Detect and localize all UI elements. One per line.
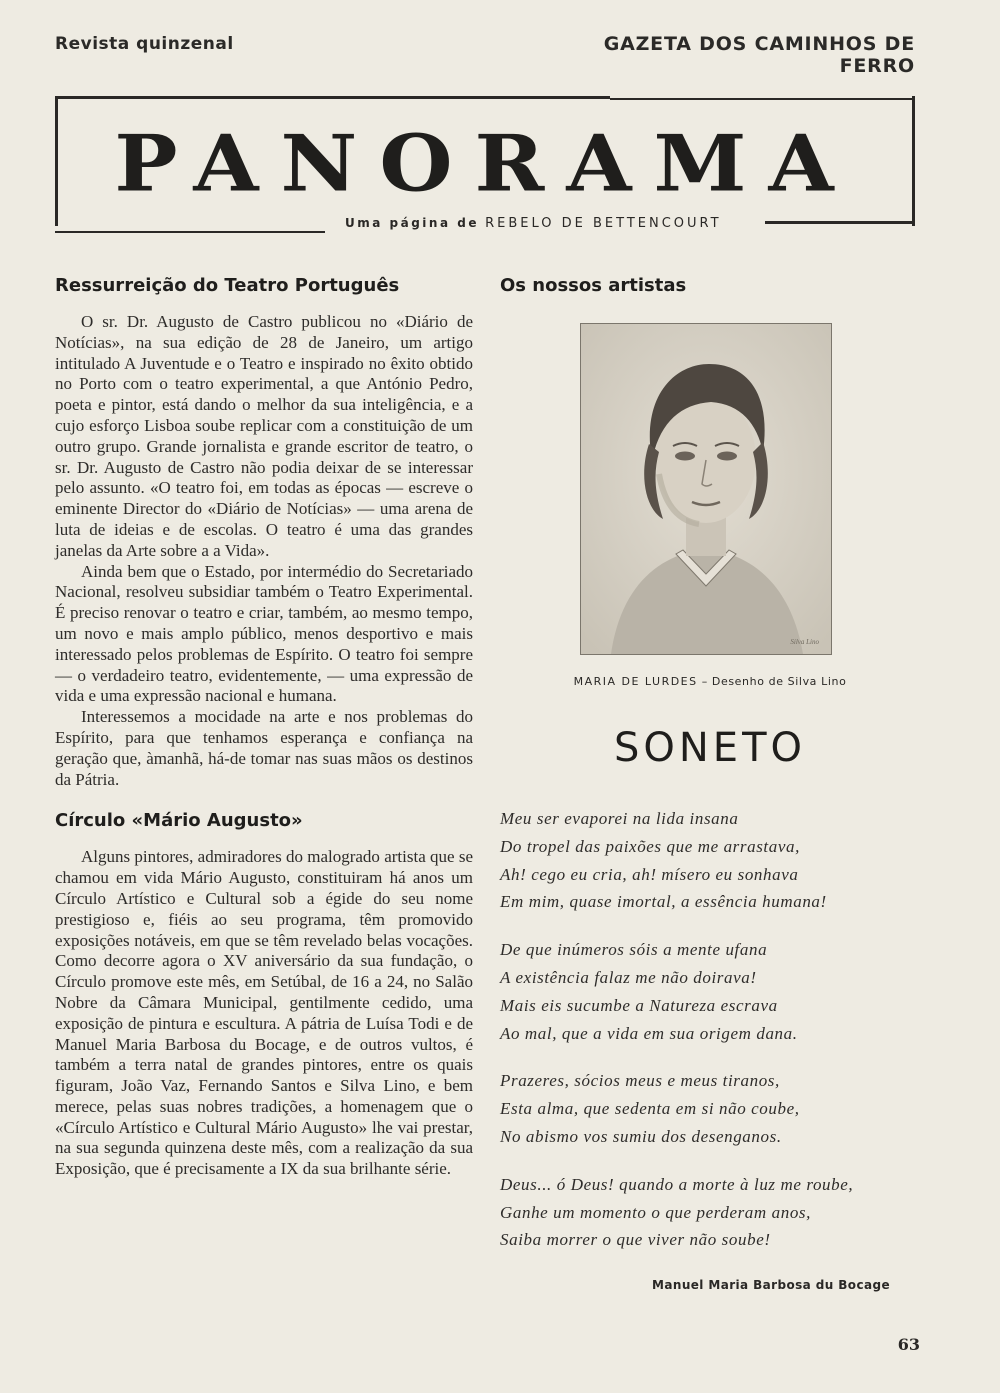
caption-name: MARIA DE LURDES xyxy=(573,675,698,688)
portrait-signature: Silva Lino xyxy=(790,638,819,646)
poem-verse: Ao mal, que a vida em sua origem dana. xyxy=(500,1023,798,1043)
paragraph: O sr. Dr. Augusto de Castro publicou no «Diário de Notícias», na sua edição de 28 de Janeiro, um artigo intitulado A Juventude e o Teatro e inspirado no êxito obtido no Porto com o teatro experimental, a que António Pedro, poeta e pintor, está dando o melhor da sua inteligência, e a cujo esforço Lisboa soube replicar com a constituição de um outro grupo. Grande jornalista e grande escritor de teatro, o sr. Dr. Augusto de Castro não podia deixar de se interessar pelo assunto. «O teatro foi, em todas as épocas — escreve o eminente Director do «Diário de Notícias» — uma arena de luta de ideias e de escolas. O teatro é uma das grandes janelas da Arte sobre a a Vida». xyxy=(55,312,473,560)
poem-verse: Do tropel das paixões que me arrastava, xyxy=(500,836,800,856)
poem-verse: Em mim, quase imortal, a essência humana! xyxy=(500,892,827,912)
page-number: 63 xyxy=(897,1335,920,1354)
poem-verse: Meu ser evaporei na lida insana xyxy=(500,809,739,828)
paragraph: Ainda bem que o Estado, por intermédio do Secretariado Nacional, resolveu subsidiar também o Teatro Experimental. É preciso renovar o teatro e criar, também, ao mesmo tempo, um novo e mais amplo público, menos desportivo e mais interessado pelos problemas de Espírito. O teatro foi sempre — o verdadeiro teatro, evidentemente, — uma expressão de vida e uma expressão nacional e humana. xyxy=(55,561,473,706)
poem-verse: No abismo vos sumiu dos desenganos. xyxy=(500,1126,782,1146)
caption-credit: – Desenho de Silva Lino xyxy=(697,675,847,688)
portrait-caption xyxy=(500,675,920,688)
banner-byline xyxy=(345,216,722,231)
section-body-circulo xyxy=(55,847,473,1180)
paragraph: Alguns pintores, admiradores do malogrado artista que se chamou em vida Mário Augusto, constituiram há anos um Círculo Artístico e Cultural sob a égide do seu nome prestigioso e, fiéis ao seu programa, têm promovido exposições notáveis, em que se têm revelado belas vocações. Como decorre agora o XV aniversário da sua fundação, o Círculo promove este mês, em Setúbal, de 16 a 24, no Salão Nobre da Câmara Municipal, gentilmente cedido, uma exposição de pintura e escultura. A pátria de Luísa Todi e de Manuel Maria Barbosa du Bocage, e de outros vultos, é também a terra natal de grandes pintores, entre os quais figuram, João Vaz, Fernando Santos e Silva Lino, e bem merece, pelas suas nobres tradições, a homenagem que o «Círculo Artístico e Cultural Mário Augusto» lhe vai prestar, na sua segunda quinzena deste mês, com a realização da sua Exposição, que é precisamente a IX da sua brilhante série. xyxy=(55,847,473,1179)
poem-verse: De que inúmeros sóis a mente ufana xyxy=(500,940,768,960)
poem-verse: Ah! cego eu cria, ah! mísero eu sonhava xyxy=(500,864,799,884)
banner-rule-bottom-right xyxy=(765,221,915,224)
portrait-illustration-icon xyxy=(581,324,831,654)
poem-stanza xyxy=(500,1067,930,1150)
poem-verse: Saiba morrer o que viver não soube! xyxy=(500,1230,771,1250)
portrait-drawing xyxy=(580,323,832,655)
poem-stanza xyxy=(500,805,930,916)
banner-rule-right xyxy=(912,96,915,226)
byline-prefix: Uma página de xyxy=(345,216,479,230)
section-title-teatro: Ressurreição do Teatro Português xyxy=(55,275,400,296)
banner-rule-bottom-left xyxy=(55,231,325,233)
byline-name: REBELO DE BETTENCOURT xyxy=(485,216,722,231)
right-column xyxy=(500,275,920,1315)
poem-author: Manuel Maria Barbosa du Bocage xyxy=(652,1278,890,1292)
section-body-teatro xyxy=(55,312,473,790)
poem-verse: Ganhe um momento o que perderam anos, xyxy=(500,1202,812,1222)
banner-rule-top-right xyxy=(610,98,915,100)
running-head-right: GAZETA DOS CAMINHOS DE FERRO xyxy=(603,33,915,77)
section-title-circulo: Círculo «Mário Augusto» xyxy=(55,810,303,832)
poem-verse: Esta alma, que sedenta em si não coube, xyxy=(500,1099,800,1119)
running-head-left: Revista quinzenal xyxy=(55,34,234,54)
section-title-artistas: Os nossos artistas xyxy=(500,275,687,296)
poem-stanza xyxy=(500,1171,930,1254)
poem-stanza xyxy=(500,936,930,1047)
poem-verse: Prazeres, sócios meus e meus tiranos, xyxy=(500,1071,780,1091)
poem-verse: Deus... ó Deus! quando a morte à luz me roube, xyxy=(500,1174,854,1194)
poem-title: SONETO xyxy=(614,725,806,771)
panorama-banner xyxy=(55,96,915,231)
paragraph: Interessemos a mocidade na arte e nos problemas do Espírito, para que tenhamos esperança e confiança na geração que, àmanhã, há-de tomar nas suas mãos os destinos da Pátria. xyxy=(55,707,473,789)
left-column xyxy=(55,275,473,1180)
poem-verse: Mais eis sucumbe a Natureza escrava xyxy=(500,995,778,1015)
poem xyxy=(500,805,930,1274)
banner-rule-top xyxy=(55,96,610,99)
banner-title: PANORAMA xyxy=(114,117,856,210)
poem-verse: A existência falaz me não doirava! xyxy=(500,967,757,987)
banner-rule-left xyxy=(55,96,58,226)
